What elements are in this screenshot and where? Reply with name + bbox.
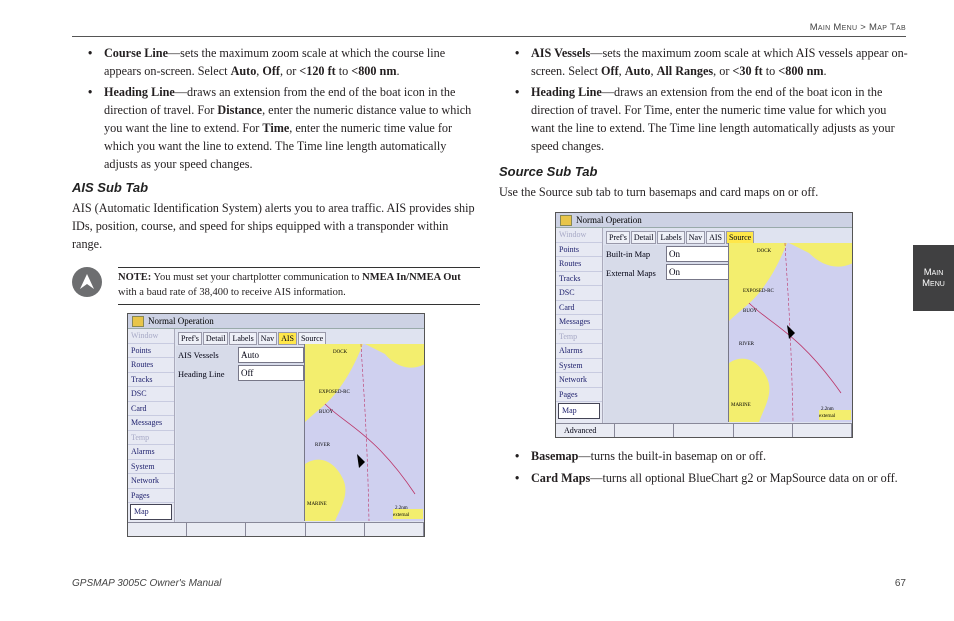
sidebar-item[interactable]: DSC — [556, 286, 602, 301]
field-label: AIS Vessels — [178, 350, 219, 360]
sidebar-item[interactable]: Window — [128, 329, 174, 344]
tab-nav[interactable]: Nav — [686, 231, 705, 244]
map-scale: 2.2nm — [395, 506, 408, 511]
bullet-card-maps: • Card Maps—turns all optional BlueChart g2 or MapSource data on or off. — [499, 469, 909, 487]
softkey[interactable] — [365, 523, 424, 536]
sidebar-item[interactable]: Network — [556, 373, 602, 388]
ais-paragraph: AIS (Automatic Identification System) alerts you to area traffic. AIS provides ship IDs, position, course, and speed for ships equipped with a transponder within range. — [72, 201, 475, 251]
breadcrumb: Main Menu > Map Tab — [809, 22, 906, 33]
source-sub-tab-heading: Source Sub Tab — [499, 164, 598, 179]
sidebar-item[interactable]: Points — [556, 243, 602, 258]
sidebar-item[interactable]: Card — [556, 301, 602, 316]
tab-prefs[interactable]: Pref's — [178, 332, 202, 345]
folder-icon — [132, 316, 144, 327]
map-scale: 2.2nm — [821, 407, 834, 412]
map-source: external — [819, 414, 836, 419]
softkey[interactable] — [128, 523, 187, 536]
bullet-heading-line: • Heading Line—draws an extension from the end of the boat icon in the direction of travel. For Time, enter the numeric time value for which you want the line to extend. The Time line length automatically adjusts as your speed changes. — [499, 83, 909, 155]
ais-screenshot — [127, 313, 425, 537]
softkey[interactable] — [615, 424, 674, 437]
tab-detail[interactable]: Detail — [631, 231, 657, 244]
source-bullets — [499, 447, 909, 490]
sidebar-item[interactable]: Alarms — [128, 445, 174, 460]
field-label: Built-in Map — [606, 249, 651, 259]
sidebar-item[interactable]: System — [128, 460, 174, 475]
screen-title: Normal Operation — [148, 316, 214, 326]
heading-line-field[interactable]: Off — [238, 365, 304, 381]
tab-ais[interactable]: AIS — [706, 231, 725, 244]
map-label: DOCK — [333, 350, 348, 355]
chart-map[interactable] — [304, 344, 425, 521]
chart-map[interactable] — [728, 243, 853, 422]
sidebar-item[interactable]: Alarms — [556, 344, 602, 359]
map-label: EXPOSED-RC — [319, 390, 350, 395]
map-label: RIVER — [315, 443, 330, 448]
manual-title: GPSMAP 3005C Owner's Manual — [72, 578, 222, 589]
sidebar-item[interactable]: System — [556, 359, 602, 374]
right-column — [499, 44, 909, 201]
page-number: 67 — [894, 578, 906, 589]
sidebar-item[interactable]: Messages — [556, 315, 602, 330]
map-label: RIVER — [739, 342, 754, 347]
tab-prefs[interactable]: Pref's — [606, 231, 630, 244]
built-in-map-field[interactable]: On — [666, 246, 730, 262]
sidebar-item[interactable]: Temp — [128, 431, 174, 446]
map-label: DOCK — [757, 249, 772, 254]
sidebar-item[interactable]: Routes — [556, 257, 602, 272]
tab-labels[interactable]: Labels — [657, 231, 684, 244]
settings-panel — [604, 245, 728, 423]
softkey[interactable] — [793, 424, 852, 437]
folder-icon — [560, 215, 572, 226]
ais-vessels-field[interactable]: Auto — [238, 347, 304, 363]
bullet-ais-vessels: • AIS Vessels—sets the maximum zoom scale at which AIS vessels appear on-screen. Select Off, Auto, All Ranges, or <30 ft to <800 nm. — [499, 44, 909, 80]
map-label: MARINE — [307, 502, 327, 507]
softkey[interactable] — [734, 424, 793, 437]
left-column — [72, 44, 480, 337]
tab-detail[interactable]: Detail — [203, 332, 229, 345]
bullet-basemap: • Basemap—turns the built-in basemap on or off. — [499, 447, 909, 465]
softkey[interactable] — [246, 523, 305, 536]
map-source: external — [393, 513, 410, 518]
header-rule — [72, 36, 906, 37]
screen-footer — [556, 423, 852, 437]
ais-sub-tab-heading: AIS Sub Tab — [72, 180, 149, 195]
field-label: External Maps — [606, 268, 656, 278]
softkey[interactable] — [187, 523, 246, 536]
sidebar-item[interactable]: Pages — [556, 388, 602, 403]
sidebar-item[interactable]: Window — [556, 228, 602, 243]
map-label: BUOY — [743, 309, 758, 314]
bullet-heading-line: • Heading Line—draws an extension from the end of the boat icon in the direction of travel. For Distance, enter the numeric distance value to which you want the line to extend. For Time, enter the numeric time value for which you want the line to extend. The Time line length automatically adjusts as your speed changes. — [72, 83, 480, 173]
sidebar-item-map[interactable]: Map — [130, 504, 172, 520]
sidebar-item[interactable]: Card — [128, 402, 174, 417]
tab-ais[interactable]: AIS — [278, 332, 297, 345]
screen-title: Normal Operation — [576, 215, 642, 225]
sidebar-item[interactable]: Messages — [128, 416, 174, 431]
tab-nav[interactable]: Nav — [258, 332, 277, 345]
map-label: EXPOSED-RC — [743, 289, 774, 294]
screen-footer — [128, 522, 424, 536]
sidebar-item[interactable]: Points — [128, 344, 174, 359]
tab-source[interactable]: Source — [298, 332, 326, 345]
sidebar-item[interactable]: Routes — [128, 358, 174, 373]
source-screenshot — [555, 212, 853, 438]
screen-sidebar — [128, 329, 175, 522]
tab-labels[interactable]: Labels — [229, 332, 256, 345]
bullet-course-line: • Course Line—sets the maximum zoom scale at which the course line appears on-screen. Select Auto, Off, or <120 ft to <800 nm. — [72, 44, 480, 80]
sidebar-item[interactable]: Pages — [128, 489, 174, 504]
map-label: MARINE — [731, 403, 751, 408]
softkey[interactable] — [674, 424, 733, 437]
sidebar-item[interactable]: Tracks — [128, 373, 174, 388]
section-tab: Main Menu — [913, 245, 954, 311]
map-label: BUOY — [319, 410, 334, 415]
note-icon — [72, 267, 102, 297]
source-paragraph: Use the Source sub tab to turn basemaps and card maps on or off. — [499, 185, 819, 199]
settings-panel — [176, 346, 304, 522]
note-text: NOTE: You must set your chartplotter communication to NMEA In/NMEA Out with a baud rate of 38,400 to receive AIS information. — [118, 267, 480, 305]
tab-source[interactable]: Source — [726, 231, 754, 244]
sidebar-item-map[interactable]: Map — [558, 403, 600, 419]
external-maps-field[interactable]: On — [666, 264, 730, 280]
sidebar-item[interactable]: DSC — [128, 387, 174, 402]
sidebar-item[interactable]: Tracks — [556, 272, 602, 287]
sidebar-item[interactable]: Temp — [556, 330, 602, 345]
screen-sidebar — [556, 228, 603, 423]
field-label: Heading Line — [178, 369, 225, 379]
advanced-softkey[interactable]: Advanced — [556, 424, 615, 437]
softkey[interactable] — [306, 523, 365, 536]
sidebar-item[interactable]: Network — [128, 474, 174, 489]
